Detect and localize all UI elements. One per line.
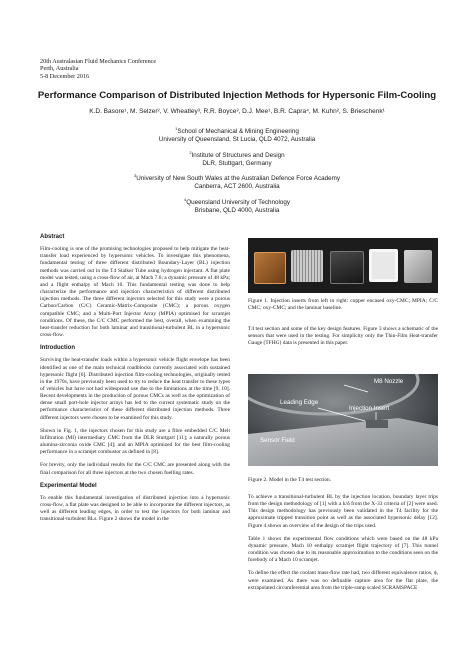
introduction-paragraph-3: For brevity, only the individual results for the C/C CMC are presented along with the final comparison for all three injectors at the two chosen fuelling rates. [40, 462, 230, 476]
figure-1-caption: Figure 1. Injection inserts from left to right: copper encased oxy-CMC; MPIA; C/C CMC; oxy-CMC; and the laminar baseline. [248, 298, 438, 312]
laminar-baseline-insert [404, 250, 432, 283]
right-column-lower [248, 494, 438, 598]
author-list: K.D. Basore¹, M. Selzer², V. Wheatley³, R.R. Boyce³, D.J. Mee¹, B.R. Capra⁴, M. Kuhn², S. Brieschenk¹ [89, 108, 385, 115]
figure-2-caption: Figure 2. Model in the T4 test section. [248, 477, 332, 483]
body-text-right-4: To define the effect the coolant mass-flow rate had, two different equivalence ratios, ϕ, were examined. As there was no definable capture area for the flat plate, the extrapolated circumferential area from the triple-ramp scaled SCRAMSPACE [248, 570, 438, 591]
mpia-insert [291, 250, 323, 282]
conference-dates: 5-8 December 2016 [40, 72, 90, 80]
introduction-paragraph-2: Shown in Fig. 1, the injectors chosen for this study are a fibre embedded C/C Melt Infiltration (MI) intermediary CMC from the DLR Stuttgart [11]; a naturally porous alumina-zirconia oxide CMC [4]; and an MPIA optimized for the best film-cooling performance in a scramjet combustor as defined in [8]. [40, 427, 230, 456]
paper-title: Performance Comparison of Distributed Injection Methods for Hypersonic Film-Cooling [37, 90, 437, 101]
affiliation-1: $^1$School of Mechanical & Mining Engineering University of Queensland, St Lucia, QLD 4072, Australia [158, 126, 316, 144]
body-text-right-1: T4 test section and some of the key design features. Figure 3 shows a schematic of the sensors that were used in the testing. For simplicity only the Thin-Film Heat-transfer Gauge (TFHG) data is presented in this paper. [248, 326, 438, 347]
oxy-cmc-copper-insert [254, 252, 286, 284]
experimental-heading: Experimental Model [40, 482, 97, 489]
affiliation-2: $^2$Institute of Structures and Design DLR, Stuttgart, Germany [189, 150, 285, 168]
introduction-heading: Introduction [40, 345, 75, 352]
affiliation-3: $^3$University of New South Wales at the Australian Defence Force Academy Canberra, ACT 2600, Australia [133, 173, 341, 191]
label-m8-nozzle: M8 Nozzle [374, 378, 404, 385]
body-text-right-3: Table 1 shows the experimental flow conditions which were based on the 48 kPa dynamic pressure, Mach 10 enthalpy scramjet flight trajectory of [7]. This tunnel condition was chosen due to its reasonable approximation to the conditions seen on the forebody of a Mach 10 scramjet. [248, 535, 438, 564]
label-injection-insert: Injection Insert [349, 405, 390, 412]
test-section-drawing [248, 374, 438, 466]
figure-1-photo [248, 238, 438, 293]
conference-info [40, 58, 156, 80]
conference-name: 20th Australasian Fluid Mechanics Conference [40, 58, 157, 65]
conference-location: Perth, Australia [40, 65, 79, 73]
label-sensor-field: Sensor Field [260, 437, 295, 444]
experimental-paragraph-1: To enable this fundamental investigation of distributed injection into a hypersonic cross-flow, a flat plate was designed to be able to incorporate the different injectors, as well as different leading edges, in order to test the injectors for both laminar and transitional-turbulent BLs. Figure 2 shows the model in the [40, 494, 230, 523]
abstract-heading: Abstract [40, 234, 65, 240]
figure-2-photo [248, 374, 438, 466]
body-text-right-2: To achieve a transitional-turbulent BL by the injection location, boundary layer trips from the design methodology of [1] with a k/δ from the X-33 criteria of [2] were used. This design methodology has previously been validated in the T4 facility for the approximate tripped transition point as well as the associated hypersonic delay [12]. Figure 4 shows an overview of the design of the trips used. [248, 494, 438, 529]
cc-cmc-insert [330, 251, 364, 284]
injection-insert-shape [366, 420, 388, 428]
label-leading-edge: Leading Edge [280, 399, 319, 406]
affiliation-4: $^4$Queensland University of Technology Brisbane, QLD 4000, Australia [183, 197, 291, 215]
abstract-text: Film-cooling is one of the promising technologies proposed to help mitigate the heat-transfer load experienced by hypersonic vehicles. To investigate this phenomena, fundamental testing of three different distributed Boundary-Layer (BL) injection methods was carried out in the T4 Stalker Tube using hydrogen injectant. A flat plate model was tested, using a cross-flow of air, at Mach 7.6; a dynamic pressure of 48 kPa; and a flight enthalpy of Mach 10. This fundamental testing was done to help characterize the performance and injection characteristics of different distributed injection methods. The three different injectors selected for this study were a porous Carbon/Carbon (C/C) Ceramic-Matrix-Composite (CMC); a porous oxygen compatible CMC; and a Multi-Port Injector Array (MPIA) optimised for scramjet conditions. Of these, the C/C CMC performed the best, overall, when examining the heat-transfer reduction for both laminar and transitional-turbulent BL in a hypersonic cross-flow. [40, 246, 230, 339]
left-column [40, 234, 230, 529]
oxy-cmc-insert [369, 249, 398, 282]
introduction-paragraph-1: Surviving the heat-transfer loads within a hypersonic vehicle flight envelope has been identified as one of the main technical roadblocks currently associated with sustained hypersonic flight [6]. Distributed injection film-cooling technologies, originally tested in the 1970s, have previously been used to try to reduce the heat transfer to these types of vehicles but have not had widespread use due to the limitations at the time [9, 10]. Recent developments in the production of porous CMCs as well as the optimization of dense small port-hole injector arrays has led to the current systematic study on the performance characteristics of these different distributed injection methods. Three different injectors were chosen to be examined for this study. [40, 357, 230, 421]
